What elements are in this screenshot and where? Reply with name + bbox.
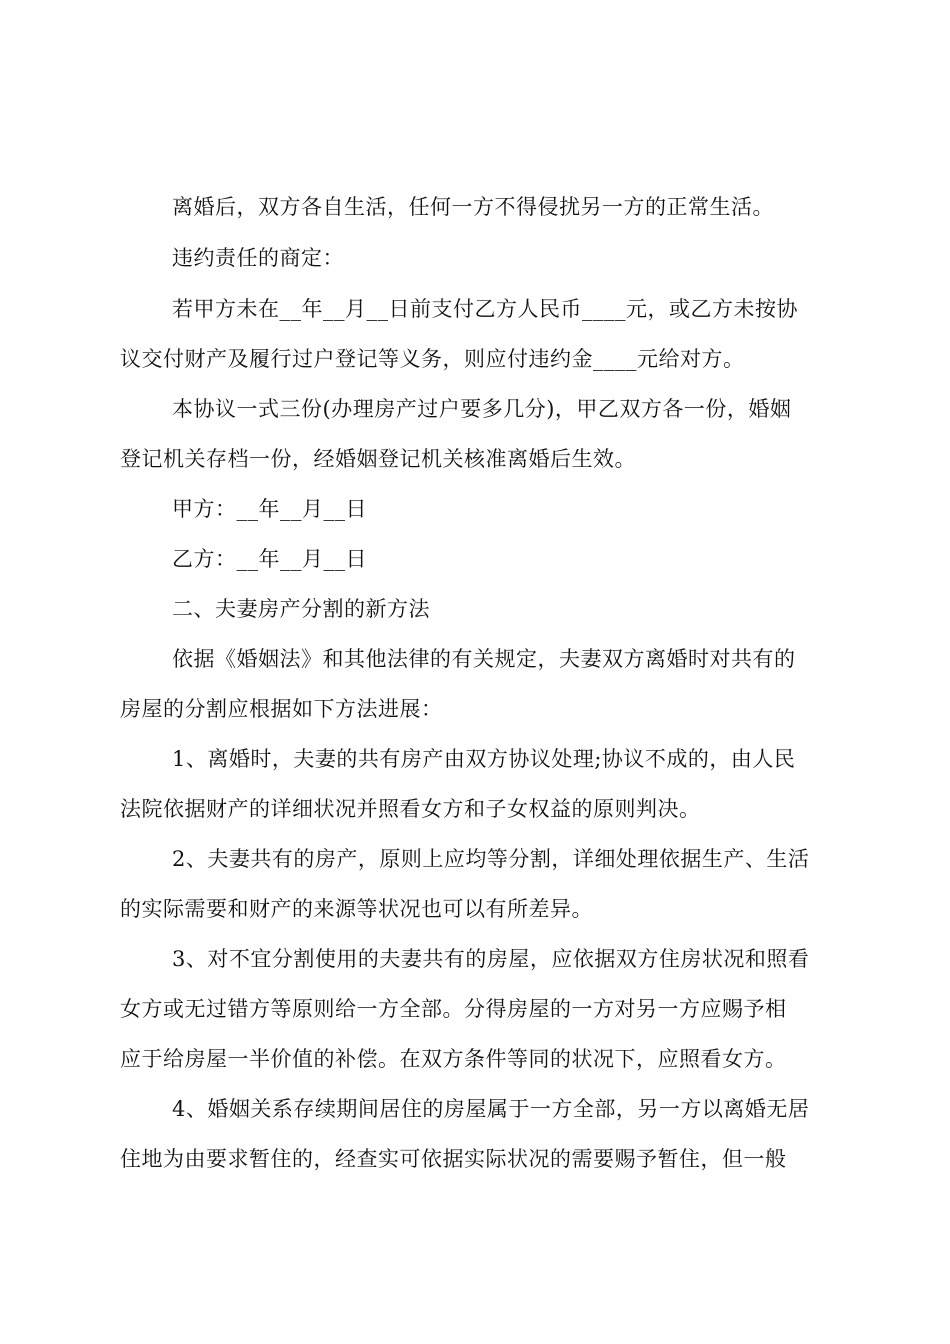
text-line: 若甲方未在__年__月__日前支付乙方人民币____元，或乙方未按协 — [172, 297, 798, 321]
text-line: 1、离婚时，夫妻的共有房产由双方协议处理;协议不成的，由人民 — [172, 747, 796, 771]
text-line: 4、婚姻关系存续期间居住的房屋属于一方全部，另一方以离婚无居 — [172, 1097, 810, 1121]
text-line: 登记机关存档一份，经婚姻登记机关核准离婚后生效。 — [120, 447, 636, 471]
text-line: 住地为由要求暂住的，经查实可依据实际状况的需要赐予暂住，但一般 — [120, 1147, 787, 1171]
text-line: 依据《婚姻法》和其他法律的有关规定，夫妻双方离婚时对共有的 — [172, 647, 796, 671]
text-line: 房屋的分割应根据如下方法进展： — [120, 697, 443, 721]
signature-line-party-a: 甲方：__年__月__日 — [172, 497, 367, 521]
text-line: 离婚后，双方各自生活，任何一方不得侵扰另一方的正常生活。 — [172, 195, 774, 219]
text-line: 本协议一式三份(办理房产过户要多几分)，甲乙双方各一份，婚姻 — [172, 397, 792, 421]
text-line: 的实际需要和财产的来源等状况也可以有所差异。 — [120, 897, 593, 921]
text-line: 应于给房屋一半价值的补偿。在双方条件等同的状况下，应照看女方。 — [120, 1047, 787, 1071]
section-heading: 二、夫妻房产分割的新方法 — [172, 597, 430, 621]
signature-line-party-b: 乙方：__年__月__日 — [172, 547, 367, 571]
text-line: 法院依据财产的详细状况并照看女方和子女权益的原则判决。 — [120, 797, 701, 821]
section-heading: 违约责任的商定： — [172, 246, 344, 270]
text-line: 女方或无过错方等原则给一方全部。分得房屋的一方对另一方应赐予相 — [120, 997, 787, 1021]
text-line: 3、对不宜分割使用的夫妻共有的房屋，应依据双方住房状况和照看 — [172, 947, 810, 971]
text-line: 2、夫妻共有的房产，原则上应均等分割，详细处理依据生产、生活 — [172, 847, 810, 871]
text-line: 议交付财产及履行过户登记等义务，则应付违约金____元给对方。 — [120, 347, 745, 371]
